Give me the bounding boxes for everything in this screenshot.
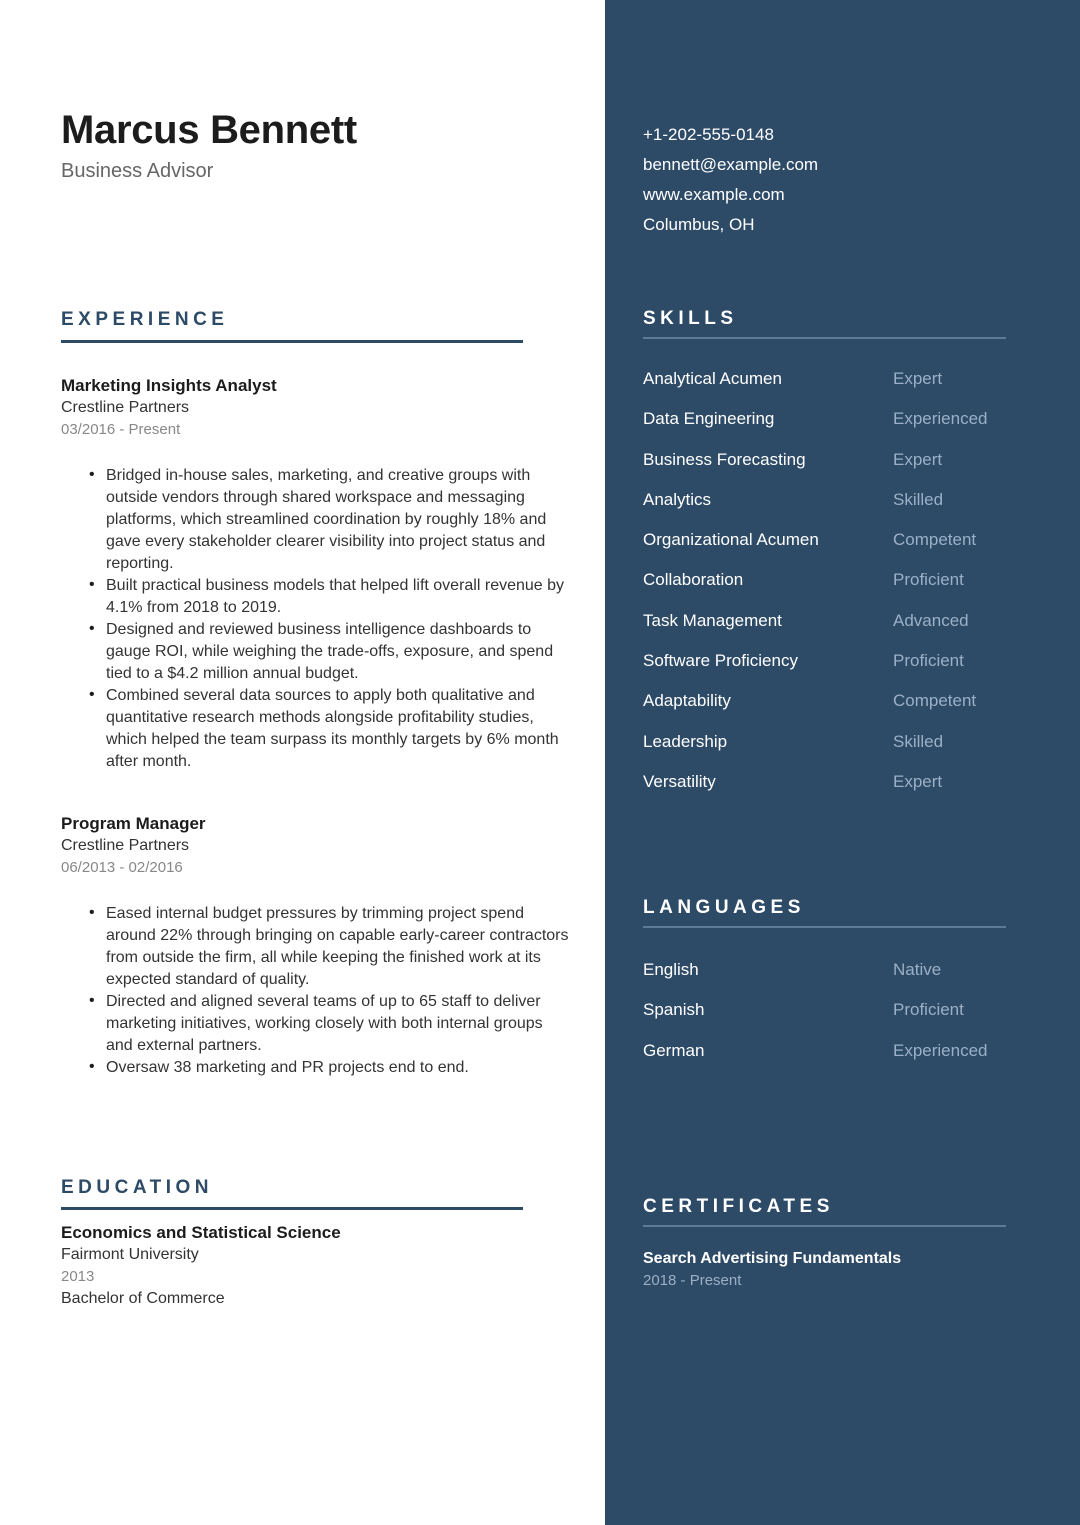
job-bullet: • Directed and aligned several teams of up to 65 staff to deliver marketing initiatives, working closely with both internal groups and external partners. [106, 991, 571, 1057]
job-bullet: • Eased internal budget pressures by trimming project spend around 22% through bringing on capable early-career contractors from outside the firm, all while keeping the finished work at its expected standard of quality. [106, 903, 571, 991]
language-level: Native [893, 960, 942, 979]
contact-website: www.example.com [643, 185, 785, 204]
skill-name: Adaptability [643, 691, 731, 711]
skill-level: Experienced [893, 409, 988, 429]
job-dates: 03/2016 - Present [61, 421, 181, 438]
candidate-name: Marcus Bennett [61, 108, 357, 152]
skill-name: Business Forecasting [643, 449, 806, 469]
education-year: 2013 [61, 1268, 95, 1285]
contact-info [643, 120, 818, 240]
skill-name: Analytics [643, 489, 712, 509]
sidebar [605, 0, 1080, 1525]
skill-level: Advanced [893, 610, 969, 630]
skills-list [643, 366, 1043, 809]
skill-level: Expert [893, 449, 943, 469]
skills-heading: SKILLS [643, 308, 738, 329]
skill-level: Competent [893, 691, 977, 711]
skill-row [643, 648, 1043, 688]
candidate-title: Business Advisor [61, 160, 214, 182]
job-bullet: • Bridged in-house sales, marketing, and creative groups with outside vendors through shared workspace and messaging platforms, which streamlined coordination by roughly 18% and gave every stakeholder clearer visibility into project status and reporting. [106, 465, 571, 575]
job-entry [61, 813, 571, 1079]
skill-level: Proficient [893, 570, 964, 590]
language-row [643, 997, 1043, 1037]
skill-row [643, 447, 1043, 487]
language-row [643, 957, 1043, 997]
contact-email: bennett@example.com [643, 155, 819, 174]
skill-row [643, 769, 1043, 809]
certificates-heading: CERTIFICATES [643, 1196, 834, 1217]
language-level: Proficient [893, 1000, 964, 1020]
skill-level: Skilled [893, 731, 944, 751]
skill-name: Analytical Acumen [643, 369, 782, 388]
contact-phone: +1-202-555-0148 [643, 125, 774, 144]
job-company: Crestline Partners [61, 837, 190, 854]
certificate-name: Search Advertising Fundamentals [643, 1250, 902, 1267]
job-bullet: • Built practical business models that helped lift overall revenue by 4.1% from 2018 to 2019. [106, 575, 571, 619]
certificates-divider [643, 1225, 1006, 1227]
skill-level: Proficient [893, 651, 964, 671]
skill-name: Software Proficiency [643, 651, 798, 671]
education-degree-type: Bachelor of Commerce [61, 1290, 225, 1307]
language-name: German [643, 1040, 705, 1060]
skill-name: Versatility [643, 771, 716, 791]
skill-name: Data Engineering [643, 409, 775, 429]
education-entry [61, 1222, 561, 1310]
job-title: Marketing Insights Analyst [61, 376, 277, 395]
language-name: Spanish [643, 1000, 705, 1020]
skill-name: Organizational Acumen [643, 530, 819, 550]
job-title: Program Manager [61, 814, 206, 833]
skill-row [643, 406, 1043, 446]
certificate-entry [643, 1248, 901, 1292]
skill-level: Expert [893, 369, 943, 388]
certificate-dates: 2018 - Present [643, 1272, 742, 1289]
language-row [643, 1038, 1043, 1078]
education-degree: Economics and Statistical Science [61, 1223, 341, 1242]
skill-name: Leadership [643, 731, 728, 751]
language-name: English [643, 960, 699, 979]
skill-row [643, 487, 1043, 527]
experience-heading: EXPERIENCE [61, 309, 229, 330]
job-bullet: • Oversaw 38 marketing and PR projects end to end. [106, 1057, 571, 1079]
languages-list [643, 957, 1043, 1078]
job-bullets [61, 465, 571, 773]
education-heading: EDUCATION [61, 1177, 214, 1198]
job-entry [61, 375, 571, 773]
skill-name: Task Management [643, 610, 782, 630]
education-school: Fairmont University [61, 1246, 199, 1263]
skill-row [643, 729, 1043, 769]
education-divider [61, 1207, 523, 1210]
job-dates: 06/2013 - 02/2016 [61, 859, 183, 876]
skill-row [643, 527, 1043, 567]
skill-row [643, 608, 1043, 648]
language-level: Experienced [893, 1040, 988, 1060]
contact-location: Columbus, OH [643, 215, 755, 234]
languages-divider [643, 926, 1006, 928]
job-bullets [61, 903, 571, 1079]
experience-divider [61, 340, 523, 343]
skill-level: Skilled [893, 489, 944, 509]
job-bullet: • Combined several data sources to apply both qualitative and quantitative research methods alongside profitability studies, which helped the team surpass its monthly targets by 6% month after month. [106, 685, 571, 773]
job-company: Crestline Partners [61, 399, 190, 416]
skill-name: Collaboration [643, 570, 744, 590]
skill-row [643, 688, 1043, 728]
job-bullet: • Designed and reviewed business intelligence dashboards to gauge ROI, while weighing the trade-offs, exposure, and spend tied to a $4.2 million annual budget. [106, 619, 571, 685]
skill-level: Expert [893, 771, 943, 791]
skill-row [643, 567, 1043, 607]
skill-level: Competent [893, 530, 977, 550]
skill-row [643, 366, 1043, 406]
skills-divider [643, 337, 1006, 339]
languages-heading: LANGUAGES [643, 897, 805, 918]
